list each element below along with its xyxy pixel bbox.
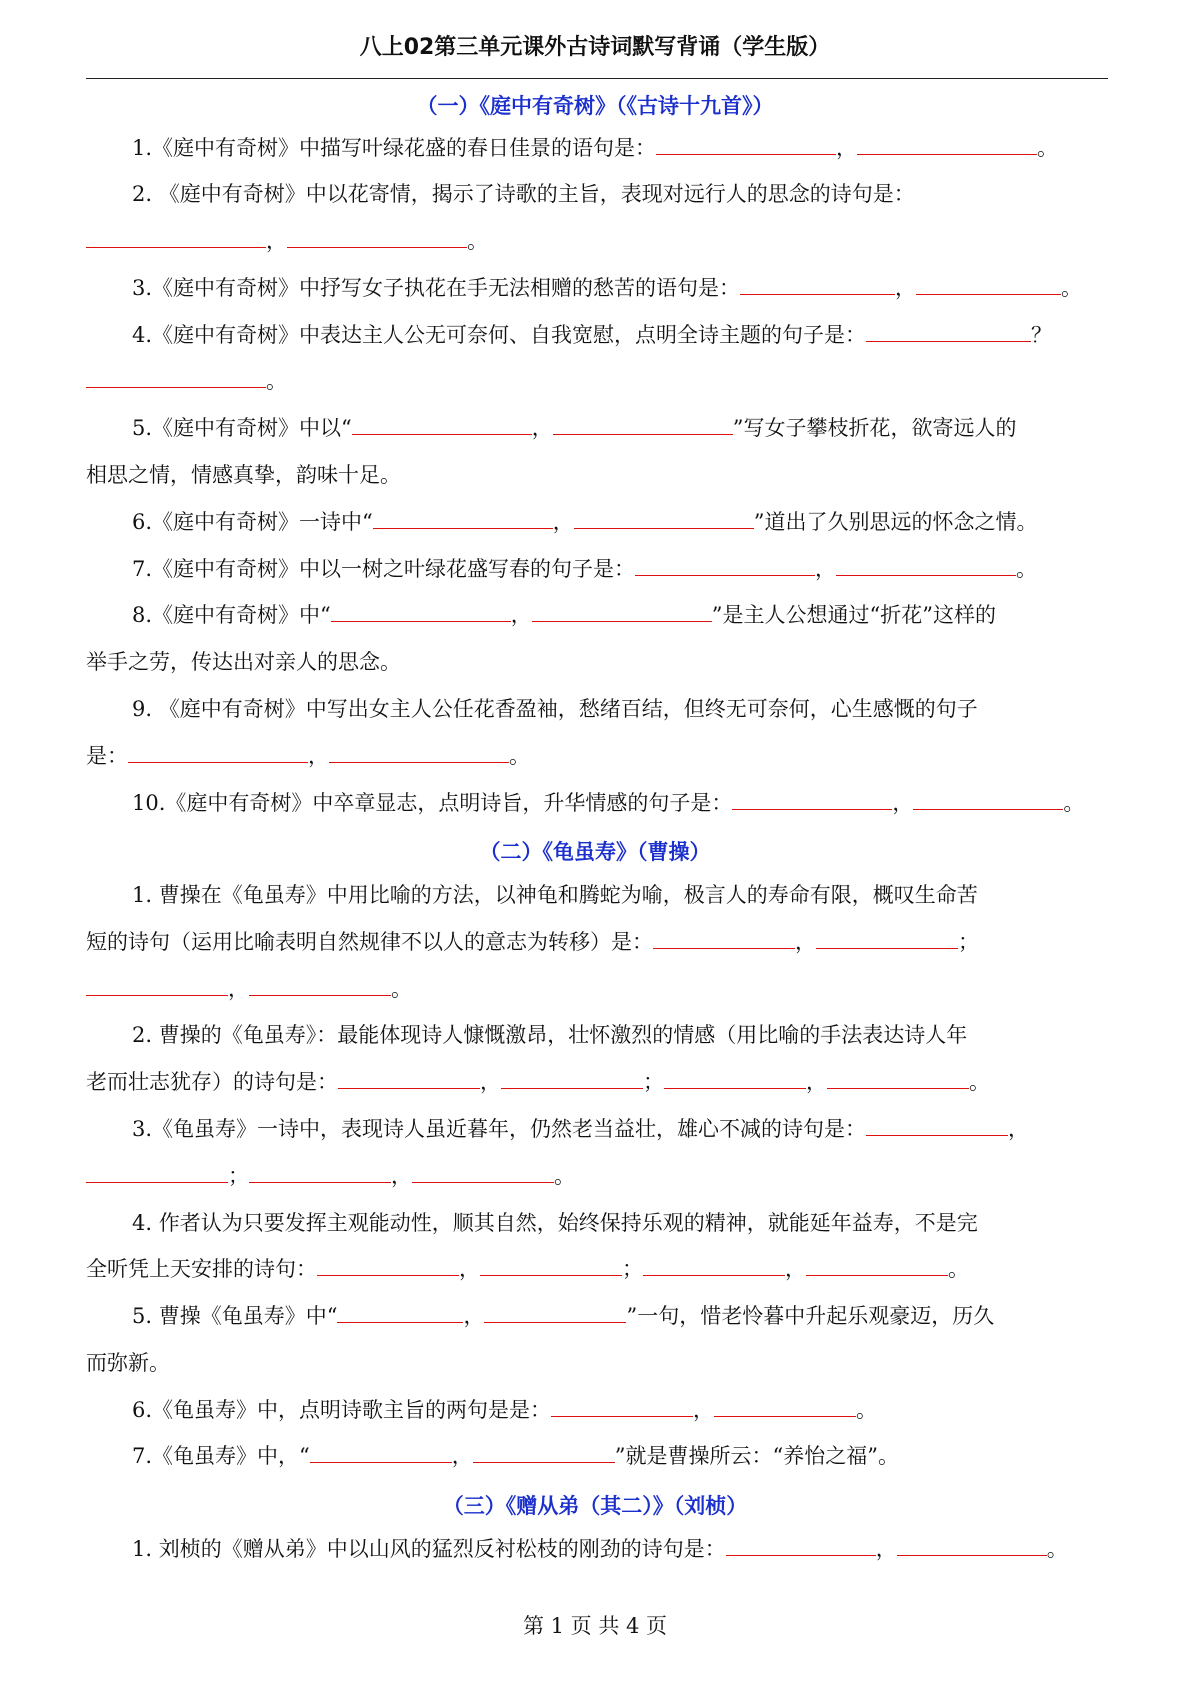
question-text: 10.《庭中有奇树》中卒章显志，点明诗旨，升华情感的句子是： [132, 791, 733, 815]
question-text: 5. 曹操《龟虽寿》中“ [132, 1304, 338, 1328]
question-1-4 [132, 320, 1052, 350]
punct: 。 [554, 1164, 575, 1188]
punct: 。 [266, 369, 287, 393]
question-1-3 [132, 273, 1082, 303]
punct: ， [552, 510, 574, 534]
question-1-5 [132, 413, 1017, 443]
answer-blank[interactable] [635, 574, 815, 576]
question-text: 1. 刘桢的《赠从弟》中以山风的猛烈反衬松枝的刚劲的诗句是： [132, 1537, 726, 1561]
question-1-1 [132, 133, 1058, 163]
answer-blank[interactable] [329, 761, 509, 763]
question-2-1-cont [86, 927, 979, 957]
question-text: ”道出了久别思远的怀念之情。 [753, 510, 1038, 534]
question-2-1-answer [86, 974, 412, 1004]
question-1-9 [132, 694, 978, 724]
punct: 。 [509, 744, 530, 768]
answer-blank[interactable] [664, 1087, 806, 1089]
punct: 。 [1046, 1537, 1068, 1561]
punct: 。 [856, 1398, 878, 1422]
question-text: 7.《庭中有奇树》中以一树之叶绿花盛写春的句子是： [132, 557, 636, 581]
punct: ？ [1031, 323, 1053, 347]
question-1-8-cont [86, 647, 401, 677]
punct: ， [815, 557, 837, 581]
header-divider [86, 78, 1108, 79]
question-1-6 [132, 507, 1038, 537]
answer-blank[interactable] [310, 1461, 452, 1463]
punct: ， [480, 1070, 501, 1094]
punct: ； [228, 1164, 249, 1188]
question-2-4-cont [86, 1254, 969, 1284]
answer-blank[interactable] [480, 1274, 622, 1276]
punct: 。 [1063, 791, 1085, 815]
punct: 。 [1037, 136, 1059, 160]
question-2-2-cont [86, 1067, 990, 1097]
question-text: 5.《庭中有奇树》中以“ [132, 416, 352, 440]
answer-blank[interactable] [643, 1274, 785, 1276]
answer-blank[interactable] [714, 1415, 856, 1417]
answer-blank[interactable] [86, 386, 266, 388]
question-1-2-answer [86, 226, 488, 256]
question-text: ”写女子攀枝折花，欲寄远人的 [732, 416, 1017, 440]
answer-blank[interactable] [412, 1181, 554, 1183]
question-text: 短的诗句（运用比喻表明自然规律不以人的意志为转移）是： [86, 930, 653, 954]
answer-blank[interactable] [86, 1181, 228, 1183]
question-2-3-answer [86, 1161, 575, 1191]
question-1-5-cont [86, 460, 401, 490]
answer-blank[interactable] [501, 1087, 643, 1089]
punct: ， [391, 1164, 412, 1188]
question-text: 4.《庭中有奇树》中表达主人公无可奈何、自我宽慰，点明全诗主题的句子是： [132, 323, 867, 347]
question-text: 1.《庭中有奇树》中描写叶绿花盛的春日佳景的语句是： [132, 136, 657, 160]
punct: ； [643, 1070, 664, 1094]
answer-blank[interactable] [553, 433, 733, 435]
punct: 。 [1061, 276, 1083, 300]
question-1-2 [132, 179, 915, 209]
answer-blank[interactable] [653, 947, 795, 949]
question-text: ”就是曹操所云：“养怡之福”。 [614, 1444, 899, 1468]
punct: ， [531, 416, 553, 440]
answer-blank[interactable] [317, 1274, 459, 1276]
question-2-2 [132, 1020, 967, 1050]
punct: ， [266, 229, 287, 253]
question-1-9-answer [86, 741, 530, 771]
question-text: 8.《庭中有奇树》中“ [132, 603, 331, 627]
punct: ， [806, 1070, 827, 1094]
answer-blank[interactable] [897, 1554, 1047, 1556]
punct: ， [308, 744, 329, 768]
question-2-5-cont [86, 1348, 170, 1378]
punct: ， [463, 1304, 485, 1328]
punct: ； [958, 930, 979, 954]
answer-blank[interactable] [816, 947, 958, 949]
answer-blank[interactable] [338, 1087, 480, 1089]
question-2-4 [132, 1208, 978, 1238]
answer-blank[interactable] [86, 246, 266, 248]
question-2-7 [132, 1441, 899, 1471]
punct: ， [836, 136, 858, 160]
question-text: 3.《庭中有奇树》中抒写女子执花在手无法相赠的愁苦的语句是： [132, 276, 741, 300]
punct: 。 [948, 1257, 969, 1281]
punct: ， [785, 1257, 806, 1281]
answer-blank[interactable] [726, 1554, 876, 1556]
answer-blank[interactable] [249, 1181, 391, 1183]
question-text: 举手之劳，传达出对亲人的思念。 [86, 650, 401, 674]
answer-blank[interactable] [857, 153, 1037, 155]
punct: ， [693, 1398, 715, 1422]
answer-blank[interactable] [827, 1087, 969, 1089]
question-text: 4. 作者认为只要发挥主观能动性，顺其自然，始终保持乐观的精神，就能延年益寿，不是完 [132, 1211, 978, 1235]
question-1-8 [132, 600, 996, 630]
answer-blank[interactable] [866, 1134, 1008, 1136]
answer-blank[interactable] [128, 761, 308, 763]
question-text: 1. 曹操在《龟虽寿》中用比喻的方法，以神龟和腾蛇为喻，极言人的寿命有限，概叹生命苦 [132, 883, 978, 907]
answer-blank[interactable] [836, 574, 1016, 576]
punct: 。 [391, 977, 412, 1001]
punct: ， [451, 1444, 473, 1468]
answer-blank[interactable] [913, 808, 1063, 810]
question-text: 9. 《庭中有奇树》中写出女主人公任花香盈袖，愁绪百结，但终无可奈何，心生感慨的句子 [132, 697, 978, 721]
punct: 。 [969, 1070, 990, 1094]
question-1-7 [132, 554, 1037, 584]
punct: ， [459, 1257, 480, 1281]
answer-blank[interactable] [86, 994, 228, 996]
question-3-1 [132, 1534, 1068, 1564]
answer-blank[interactable] [484, 1321, 626, 1323]
punct: ， [510, 603, 532, 627]
answer-blank[interactable] [574, 527, 754, 529]
page-title: 八上02第三单元课外古诗词默写背诵（学生版） [359, 35, 831, 60]
question-text: 而弥新。 [86, 1351, 170, 1375]
question-text: ”一句，惜老怜暮中升起乐观豪迈，历久 [626, 1304, 995, 1328]
answer-blank[interactable] [331, 620, 511, 622]
answer-blank[interactable] [373, 527, 553, 529]
question-text: 6.《庭中有奇树》一诗中“ [132, 510, 373, 534]
punct: ， [892, 791, 914, 815]
question-text: 全听凭上天安排的诗句： [86, 1257, 317, 1281]
answer-blank[interactable] [916, 293, 1061, 295]
question-text: 7.《龟虽寿》中，“ [132, 1444, 310, 1468]
answer-blank[interactable] [337, 1321, 463, 1323]
answer-blank[interactable] [352, 433, 532, 435]
page-footer: 第 1 页 共 4 页 [522, 1614, 668, 1638]
punct: ， [228, 977, 249, 1001]
answer-blank[interactable] [656, 153, 836, 155]
punct: 。 [467, 229, 488, 253]
question-text: 3.《龟虽寿》一诗中，表现诗人虽近暮年，仍然老当益壮，雄心不减的诗句是： [132, 1117, 867, 1141]
question-1-10 [132, 788, 1084, 818]
answer-blank[interactable] [473, 1461, 615, 1463]
answer-blank[interactable] [732, 808, 892, 810]
section-heading-3: （三）《赠从弟（其二）》（刘桢） [442, 1494, 748, 1518]
question-text: 2. 曹操的《龟虽寿》：最能体现诗人慷慨激昂，壮怀激烈的情感（用比喻的手法表达诗人年 [132, 1023, 968, 1047]
question-text: 是： [86, 744, 128, 768]
section-heading-1: （一）《庭中有奇树》（《古诗十九首》） [416, 94, 774, 118]
question-1-4-answer [86, 366, 287, 396]
punct: ， [875, 1537, 897, 1561]
punct: ， [1008, 1117, 1030, 1141]
answer-blank[interactable] [866, 340, 1031, 342]
punct: ， [795, 930, 816, 954]
question-2-3 [132, 1114, 1029, 1144]
answer-blank[interactable] [740, 293, 895, 295]
question-text: 6.《龟虽寿》中，点明诗歌主旨的两句是是： [132, 1398, 552, 1422]
punct: ， [895, 276, 917, 300]
answer-blank[interactable] [287, 246, 467, 248]
question-2-5 [132, 1301, 994, 1331]
question-2-6 [132, 1395, 877, 1425]
section-heading-2: （二）《龟虽寿》（曹操） [479, 840, 711, 864]
question-text: 老而壮志犹存）的诗句是： [86, 1070, 338, 1094]
question-2-1 [132, 880, 978, 910]
answer-blank[interactable] [249, 994, 391, 996]
punct: ； [622, 1257, 643, 1281]
question-text: 2. 《庭中有奇树》中以花寄情，揭示了诗歌的主旨，表现对远行人的思念的诗句是： [132, 182, 915, 206]
question-text: ”是主人公想通过“折花”这样的 [711, 603, 996, 627]
question-text: 相思之情，情感真挚，韵味十足。 [86, 463, 401, 487]
answer-blank[interactable] [532, 620, 712, 622]
answer-blank[interactable] [806, 1274, 948, 1276]
punct: 。 [1016, 557, 1038, 581]
answer-blank[interactable] [551, 1415, 693, 1417]
